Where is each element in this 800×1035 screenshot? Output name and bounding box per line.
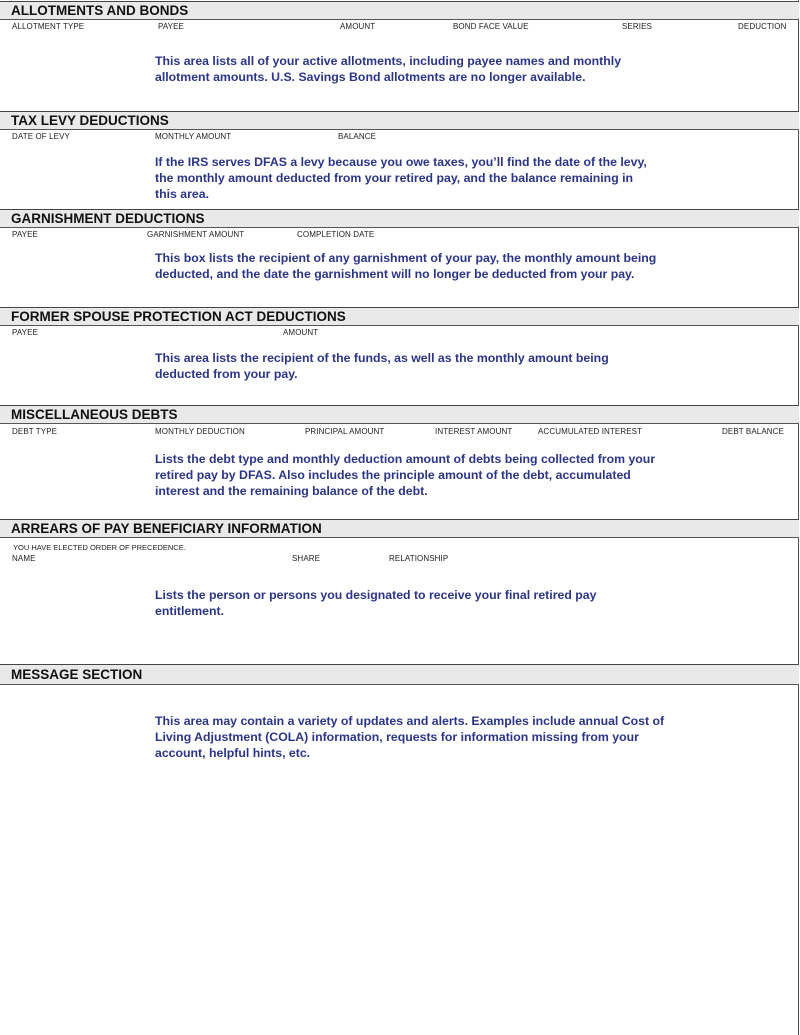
section-title: ALLOTMENTS AND BONDS: [11, 3, 189, 18]
section-title: GARNISHMENT DEDUCTIONS: [11, 211, 205, 226]
column-header: DEBT TYPE: [12, 427, 58, 436]
section-title: MISCELLANEOUS DEBTS: [11, 407, 178, 422]
column-header: PAYEE: [12, 230, 38, 239]
fspa-header: [0, 307, 799, 326]
column-header: DATE OF LEVY: [12, 132, 70, 141]
column-header: DEDUCTION: [738, 22, 787, 31]
column-header: GARNISHMENT AMOUNT: [147, 230, 245, 239]
section-description: If the IRS serves DFAS a levy because you owe taxes, you’ll find the date of the levy, the monthly amount deducted from your retired pay, and the balance remaining in this area.: [155, 155, 647, 201]
allotments-header: [0, 1, 799, 20]
precedence-note: YOU HAVE ELECTED ORDER OF PRECEDENCE.: [13, 543, 186, 552]
section-title: TAX LEVY DEDUCTIONS: [11, 113, 169, 128]
section-description: This area lists all of your active allotments, including payee names and monthly allotment amounts. U.S. Savings Bond allotments are no longer available.: [155, 54, 622, 84]
arrears-header: [0, 519, 799, 538]
column-header: SERIES: [622, 22, 652, 31]
section-description: This area lists the recipient of the funds, as well as the monthly amount being deducted from your pay.: [155, 351, 609, 381]
column-header: MONTHLY AMOUNT: [155, 132, 232, 141]
section-title: ARREARS OF PAY BENEFICIARY INFORMATION: [11, 521, 322, 536]
column-header: PAYEE: [158, 22, 184, 31]
section-description: Lists the person or persons you designated to receive your final retired pay entitlement.: [155, 588, 597, 618]
column-header: ALLOTMENT TYPE: [12, 22, 85, 31]
tax-levy-header: [0, 111, 799, 130]
column-header: BOND FACE VALUE: [453, 22, 529, 31]
column-header: ACCUMULATED INTEREST: [538, 427, 643, 436]
column-header: COMPLETION DATE: [297, 230, 375, 239]
column-header: INTEREST AMOUNT: [435, 427, 513, 436]
column-header: RELATIONSHIP: [389, 554, 449, 563]
misc-debts-header: [0, 405, 799, 424]
column-header: AMOUNT: [340, 22, 376, 31]
garnishment-header: [0, 209, 799, 228]
column-header: AMOUNT: [283, 328, 319, 337]
column-header: NAME: [12, 554, 36, 563]
section-title: FORMER SPOUSE PROTECTION ACT DEDUCTIONS: [11, 309, 346, 324]
column-header: PRINCIPAL AMOUNT: [305, 427, 385, 436]
message-header: [0, 664, 799, 685]
column-header: DEBT BALANCE: [722, 427, 784, 436]
column-header: PAYEE: [12, 328, 38, 337]
section-description: This box lists the recipient of any garnishment of your pay, the monthly amount being deducted, and the date the garnishment will no longer be deducted from your pay.: [155, 251, 657, 281]
section-description: Lists the debt type and monthly deduction amount of debts being collected from your retired pay by DFAS. Also includes the principle amount of the debt, accumulated interest and the remaining balance of the debt.: [155, 452, 656, 498]
column-header: MONTHLY DEDUCTION: [155, 427, 245, 436]
section-title: MESSAGE SECTION: [11, 667, 143, 682]
section-description: This area may contain a variety of updates and alerts. Examples include annual Cost of Living Adjustment (COLA) information, requests for information missing from your account, helpful hints, etc.: [155, 714, 665, 760]
column-header: SHARE: [292, 554, 321, 563]
column-header: BALANCE: [338, 132, 377, 141]
